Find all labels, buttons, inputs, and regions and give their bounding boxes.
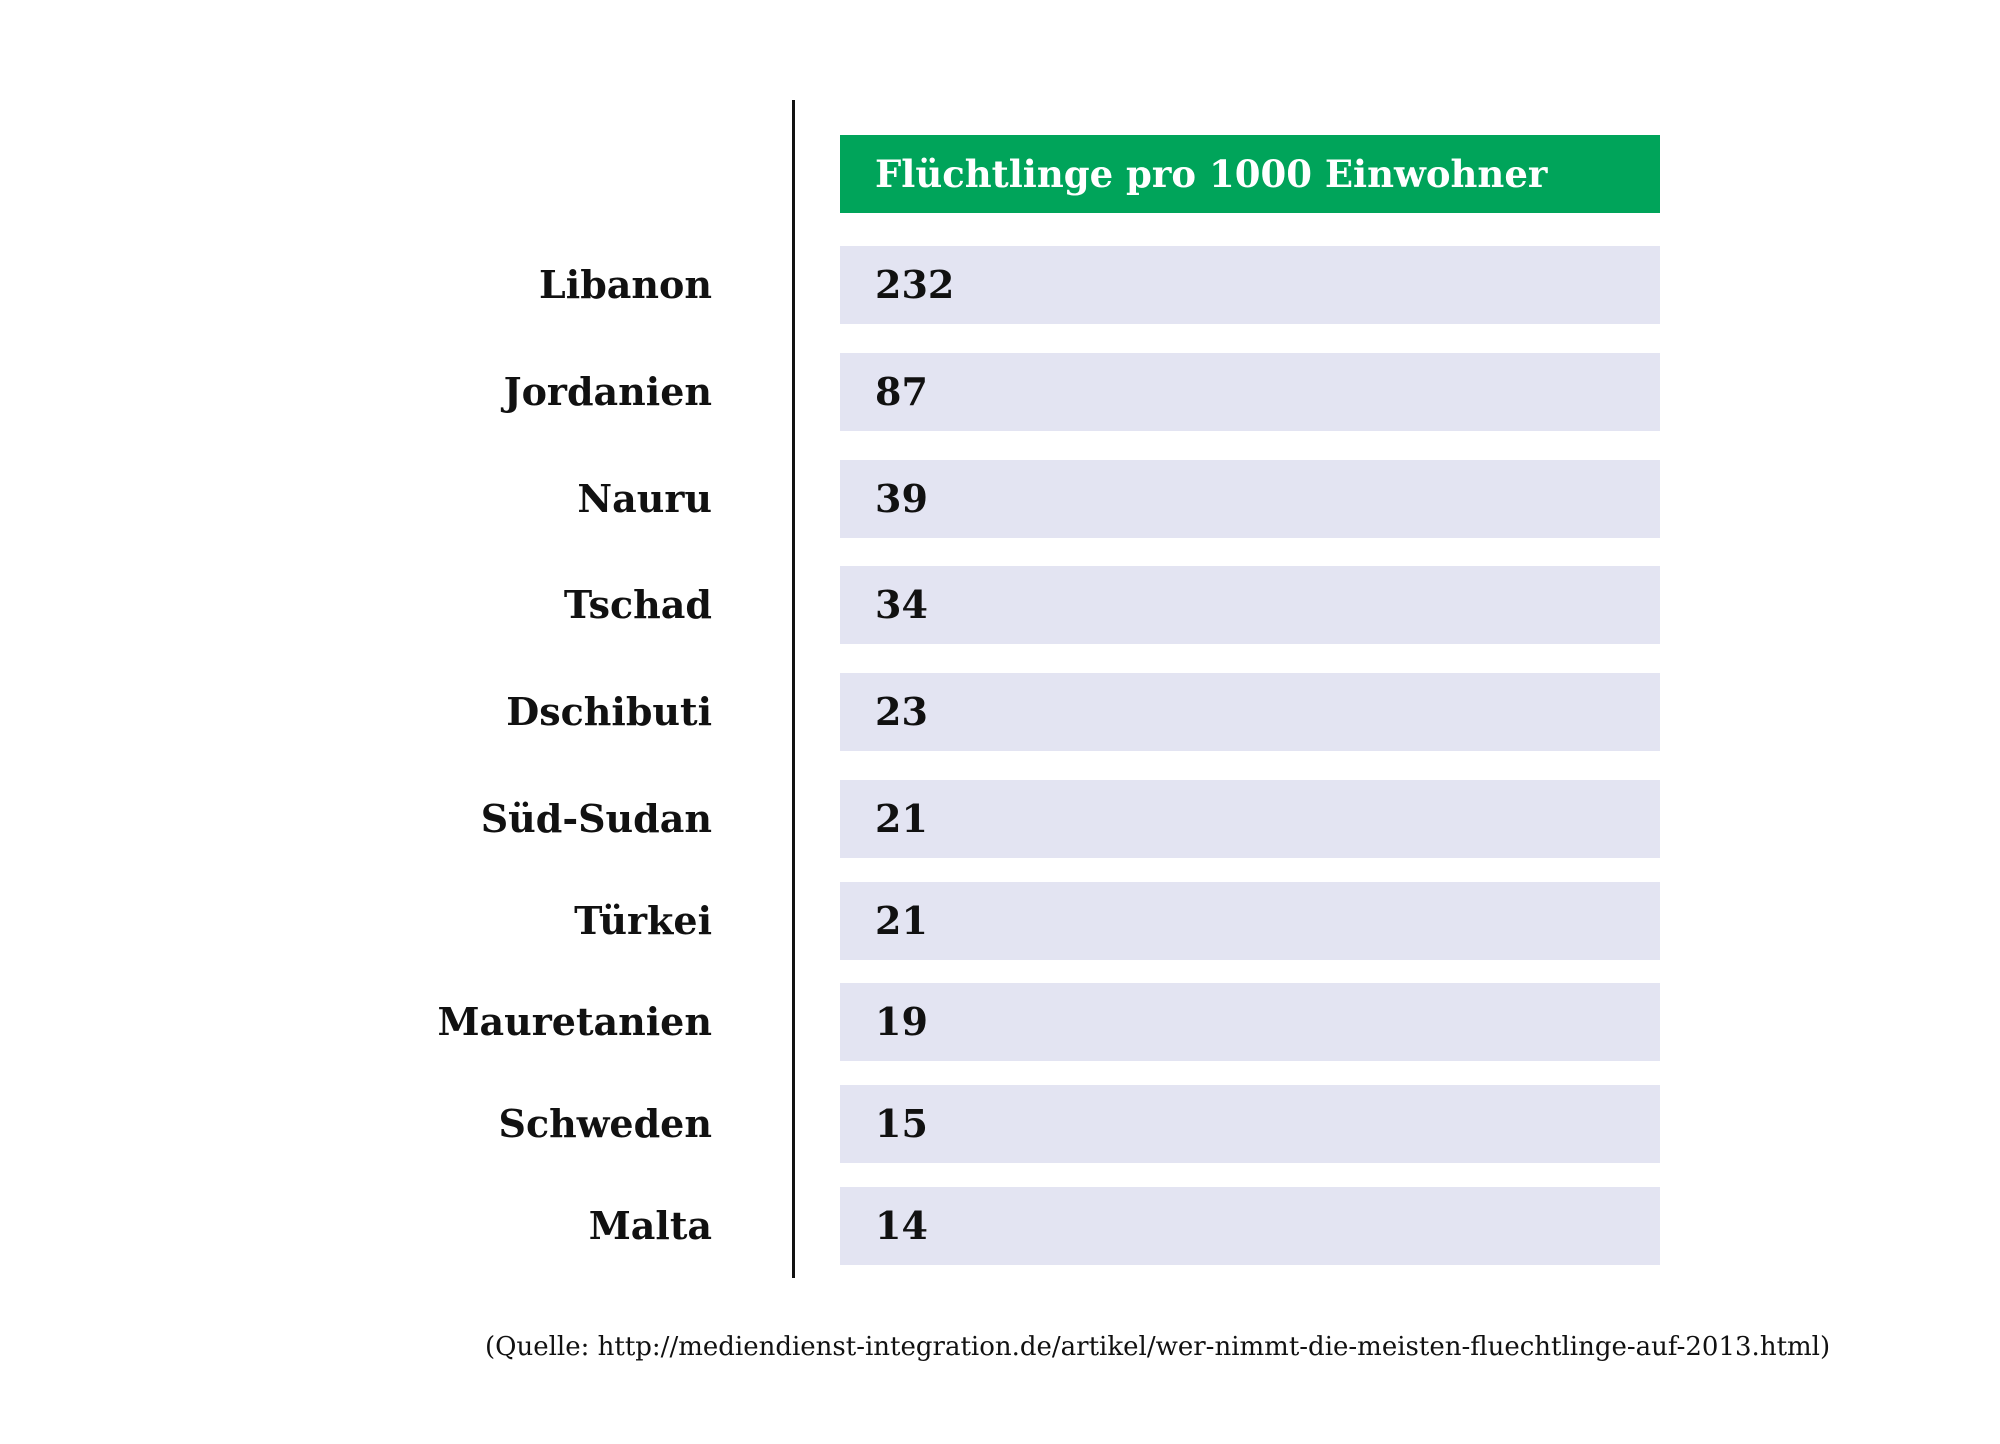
value-cell (840, 1187, 1660, 1265)
country-label: Nauru (577, 476, 712, 521)
column-header (840, 135, 1660, 213)
value-cell (840, 460, 1660, 538)
value-label: 14 (875, 1203, 928, 1248)
country-label: Süd-Sudan (480, 796, 712, 841)
country-label: Malta (588, 1203, 712, 1248)
value-cell (840, 246, 1660, 324)
value-cell (840, 1085, 1660, 1163)
value-label: 23 (875, 689, 928, 734)
column-header-label: Flüchtlinge pro 1000 Einwohner (875, 152, 1548, 196)
source-note: (Quelle: http://mediendienst-integration.de/artikel/wer-nimmt-die-meisten-fluechtlinge-auf-2013.html) (485, 1332, 1831, 1362)
country-label: Dschibuti (506, 689, 712, 734)
value-label: 39 (875, 476, 928, 521)
value-label: 232 (875, 262, 955, 307)
country-label: Schweden (498, 1101, 712, 1146)
value-label: 21 (875, 796, 928, 841)
country-label: Jordanien (503, 369, 712, 414)
country-label: Libanon (539, 262, 712, 307)
value-label: 34 (875, 582, 928, 627)
country-label: Tschad (563, 582, 712, 627)
value-cell (840, 353, 1660, 431)
value-cell (840, 673, 1660, 751)
value-cell (840, 566, 1660, 644)
value-cell (840, 983, 1660, 1061)
vertical-divider (792, 100, 795, 1278)
value-label: 87 (875, 369, 928, 414)
country-label: Mauretanien (437, 999, 712, 1044)
value-label: 19 (875, 999, 928, 1044)
value-cell (840, 882, 1660, 960)
value-label: 21 (875, 898, 928, 943)
value-cell (840, 780, 1660, 858)
value-label: 15 (875, 1101, 928, 1146)
country-label: Türkei (574, 898, 712, 943)
